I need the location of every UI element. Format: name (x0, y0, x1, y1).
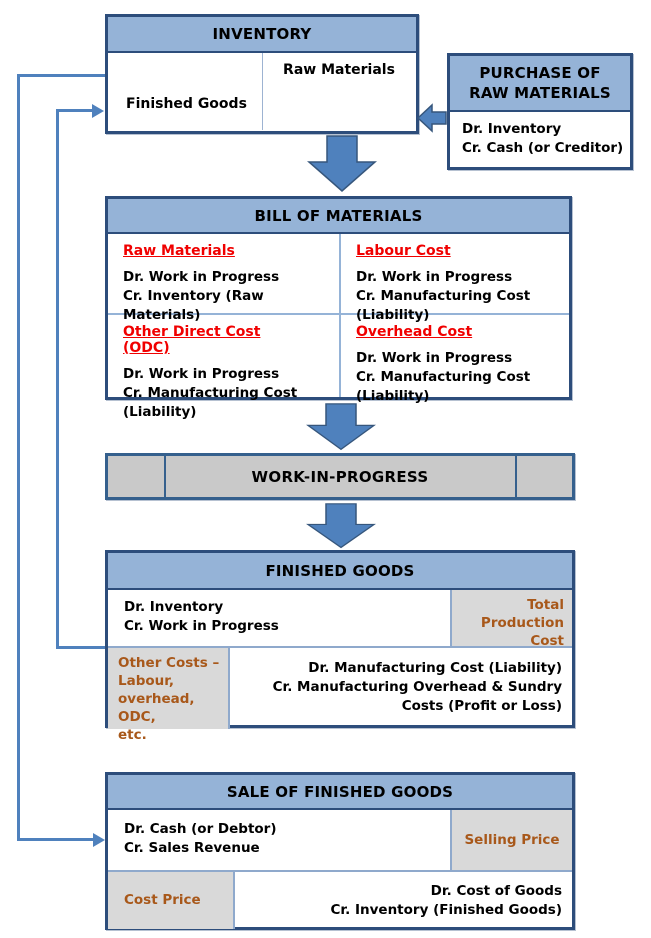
bom-quadrant-heading: Overhead Cost (356, 324, 473, 340)
connector-outer-top (17, 74, 106, 77)
other-costs-line: Labour, (118, 673, 175, 689)
other-costs-line: Other Costs – (118, 655, 220, 671)
bom-quadrant-labour-cost (341, 234, 575, 323)
bom-entry-line: Dr. Work in Progress (123, 269, 280, 285)
purchase-entry-line: Dr. Inventory (462, 121, 562, 137)
sale-entry-line: Cr. Sales Revenue (124, 840, 260, 856)
other-costs-cell (108, 648, 230, 743)
bom-quadrant-overhead-cost (341, 315, 575, 404)
overhead-entry-line: Dr. Manufacturing Cost (Liability) (308, 660, 562, 676)
finished-goods-title: FINISHED GOODS (108, 553, 572, 590)
wip-to-fg-arrow-icon (305, 503, 377, 549)
sale-box (105, 772, 575, 930)
purchase-box (447, 53, 633, 170)
sale-entry-line: Dr. Cash (or Debtor) (124, 821, 277, 837)
bom-entry-line: Dr. Work in Progress (356, 269, 513, 285)
connector-outer-bottom (17, 838, 94, 841)
sale-entry-cell (108, 810, 450, 870)
bom-entry-line: Dr. Work in Progress (356, 350, 513, 366)
inventory-title: INVENTORY (108, 17, 416, 53)
finished-goods-row2 (108, 648, 572, 743)
sale-row1 (108, 810, 572, 872)
bom-to-wip-arrow-icon (305, 403, 377, 451)
sale-title: SALE OF FINISHED GOODS (108, 775, 572, 810)
selling-price-label: Selling Price (464, 831, 560, 848)
bom-entry-line: Cr. Manufacturing Cost (Liability) (356, 288, 531, 323)
cogs-entry-line: Dr. Cost of Goods (430, 883, 562, 899)
finished-goods-row1 (108, 590, 572, 648)
wip-title: WORK-IN-PROGRESS (251, 467, 429, 486)
total-production-cost-cell (450, 590, 572, 649)
total-production-cost-label: Total Production Cost (480, 597, 564, 649)
inventory-to-bom-arrow-icon (306, 135, 378, 193)
wip-divider-right (515, 456, 517, 497)
sale-row2 (108, 872, 572, 929)
bom-quadrant-heading: Raw Materials (123, 243, 235, 259)
other-costs-line: etc. (118, 727, 147, 743)
inventory-box (105, 14, 419, 134)
finished-goods-entry-cell (108, 590, 450, 646)
bom-title: BILL OF MATERIALS (108, 199, 569, 234)
cogs-entry-cell (237, 872, 572, 929)
wip-bar (105, 453, 575, 500)
other-costs-line: overhead, ODC, (118, 691, 195, 725)
connector-inner-top (56, 109, 93, 112)
cost-price-cell (108, 872, 235, 929)
finished-goods-entry-line: Cr. Work in Progress (124, 618, 279, 634)
bom-quadrant-other-direct-cost (108, 315, 339, 420)
bom-grid (108, 234, 569, 420)
bom-entry-line: Cr. Manufacturing Cost (Liability) (123, 385, 298, 420)
purchase-entry-line: Cr. Cash (or Creditor) (462, 140, 624, 156)
bom-box (105, 196, 572, 420)
overhead-entry-line: Cr. Manufacturing Overhead & Sundry (272, 679, 562, 695)
inventory-raw-materials-label: Raw Materials (283, 62, 395, 78)
connector-inner-arrowhead-icon (92, 104, 104, 118)
purchase-title: PURCHASE OF RAW MATERIALS (450, 56, 630, 112)
bom-quadrant-heading: Labour Cost (356, 243, 451, 259)
inventory-finished-goods-label: Finished Goods (126, 96, 247, 112)
selling-price-cell (450, 810, 572, 870)
overhead-entry-line: Costs (Profit or Loss) (401, 698, 562, 714)
bom-entry-line: Cr. Manufacturing Cost (Liability) (356, 369, 531, 404)
bom-entry-line: Dr. Work in Progress (123, 366, 280, 382)
bom-entry-line: Cr. Inventory (Raw Materials) (123, 288, 264, 323)
finished-goods-box (105, 550, 575, 743)
bom-quadrant-heading: Other Direct Cost (ODC) (123, 324, 261, 356)
overhead-entry-cell (232, 648, 572, 729)
inventory-body (108, 53, 416, 130)
connector-outer-vertical (17, 74, 20, 841)
purchase-to-inventory-arrow-icon (417, 103, 447, 133)
purchase-body (450, 112, 630, 158)
connector-inner-bottom (56, 646, 105, 649)
cost-price-label: Cost Price (124, 892, 201, 908)
cogs-entry-line: Cr. Inventory (Finished Goods) (330, 902, 562, 918)
finished-goods-entry-line: Dr. Inventory (124, 599, 224, 615)
bom-quadrant-raw-materials (108, 234, 339, 323)
wip-divider-left (164, 456, 166, 497)
connector-inner-vertical (56, 109, 59, 649)
connector-outer-arrowhead-icon (93, 833, 105, 847)
